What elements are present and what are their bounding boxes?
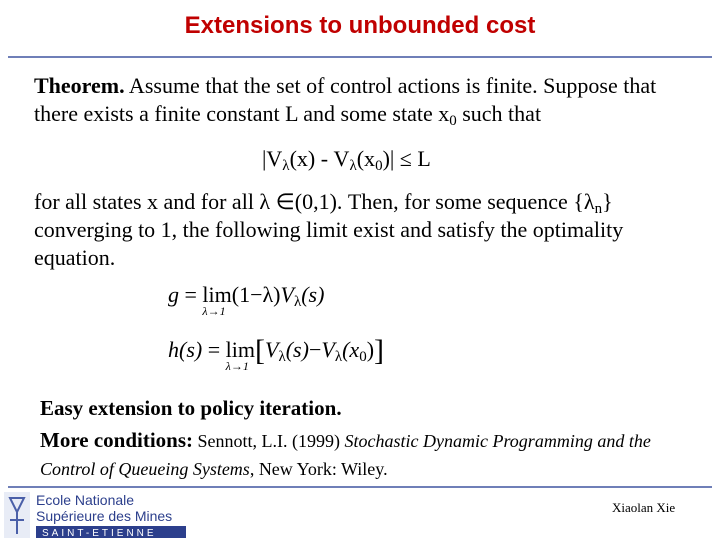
logo-text-1: Ecole Nationale <box>36 492 135 508</box>
eq-symbol: h <box>168 337 179 362</box>
eq-sub: λ <box>278 349 286 365</box>
more-conditions-note <box>40 426 710 483</box>
conclusion-sub: n <box>594 201 603 217</box>
footer-divider <box>8 486 712 488</box>
school-logo <box>0 490 190 540</box>
eq-symbol: (s) <box>285 337 309 362</box>
eq-symbol: λ <box>262 282 274 307</box>
easy-extension-note: Easy extension to policy iteration. <box>40 396 342 420</box>
gain-equation <box>168 282 325 318</box>
eq-symbol: (s) <box>301 282 325 307</box>
ineq-sub: λ <box>282 158 290 174</box>
eq-symbol: (s) <box>179 337 203 362</box>
eq-symbol: V <box>321 337 335 362</box>
eq-symbol: ) <box>366 337 375 362</box>
bound-inequality <box>262 146 431 172</box>
bias-equation <box>168 334 385 373</box>
conclusion-paragraph <box>34 188 694 272</box>
ineq-part: (x) - V <box>289 146 350 171</box>
limit-operator <box>202 282 232 318</box>
theorem-text: Assume that the set of control actions is finite. Suppose that there exists a finite constant L and some state x <box>34 73 657 126</box>
eq-symbol: − <box>308 337 322 362</box>
lim-text: lim <box>202 282 232 307</box>
conclusion-text-end: } converging to 1, the following limit exist and satisfy the optimality equation. <box>34 189 624 270</box>
limit-operator <box>225 337 255 373</box>
ineq-part: )| ≤ L <box>382 146 431 171</box>
ref-publisher: , New York: Wiley. <box>249 459 388 479</box>
author-name: Xiaolan Xie <box>612 500 676 515</box>
eq-symbol: V <box>280 282 294 307</box>
logo-text-3: SAINT-ETIENNE <box>42 528 157 539</box>
ineq-sub: λ <box>349 158 357 174</box>
theorem-subscript: 0 <box>449 113 457 129</box>
ref-title: Stochastic Dynamic Programming and the Control of Queueing Systems <box>40 431 651 479</box>
more-label: More conditions: <box>40 428 194 452</box>
eq-symbol: V <box>264 337 279 362</box>
theorem-text-end: such that <box>456 101 542 126</box>
eq-symbol: (x <box>342 337 360 362</box>
eq-symbol: = <box>184 282 197 307</box>
eq-sub: 0 <box>359 349 367 365</box>
ref-author: Sennott, L.I. (1999) <box>193 431 345 451</box>
eq-symbol: ) <box>273 282 281 307</box>
title-divider <box>8 56 712 58</box>
logo-text-2: Supérieure des Mines <box>36 508 173 524</box>
eq-symbol: (1− <box>231 282 263 307</box>
eq-symbol: = <box>207 337 221 362</box>
ineq-sub: 0 <box>375 158 383 174</box>
ineq-part: (x <box>356 146 376 171</box>
ineq-part: |V <box>262 146 283 171</box>
eq-bracket: [ <box>254 334 265 367</box>
conclusion-text: for all states x and for all λ ∈(0,1). Then, for some sequence {λ <box>34 189 595 214</box>
theorem-paragraph <box>34 72 694 128</box>
lim-text: lim <box>225 337 255 362</box>
eq-bracket: ] <box>374 334 385 367</box>
eq-sub: λ <box>334 349 343 365</box>
theorem-label: Theorem. <box>34 73 125 98</box>
eq-sub: λ <box>293 294 302 310</box>
slide-title: Extensions to unbounded cost <box>184 12 536 39</box>
eq-symbol: g <box>168 282 179 307</box>
lim-subscript: λ→1 <box>202 304 226 318</box>
lim-subscript: λ→1 <box>225 359 249 373</box>
